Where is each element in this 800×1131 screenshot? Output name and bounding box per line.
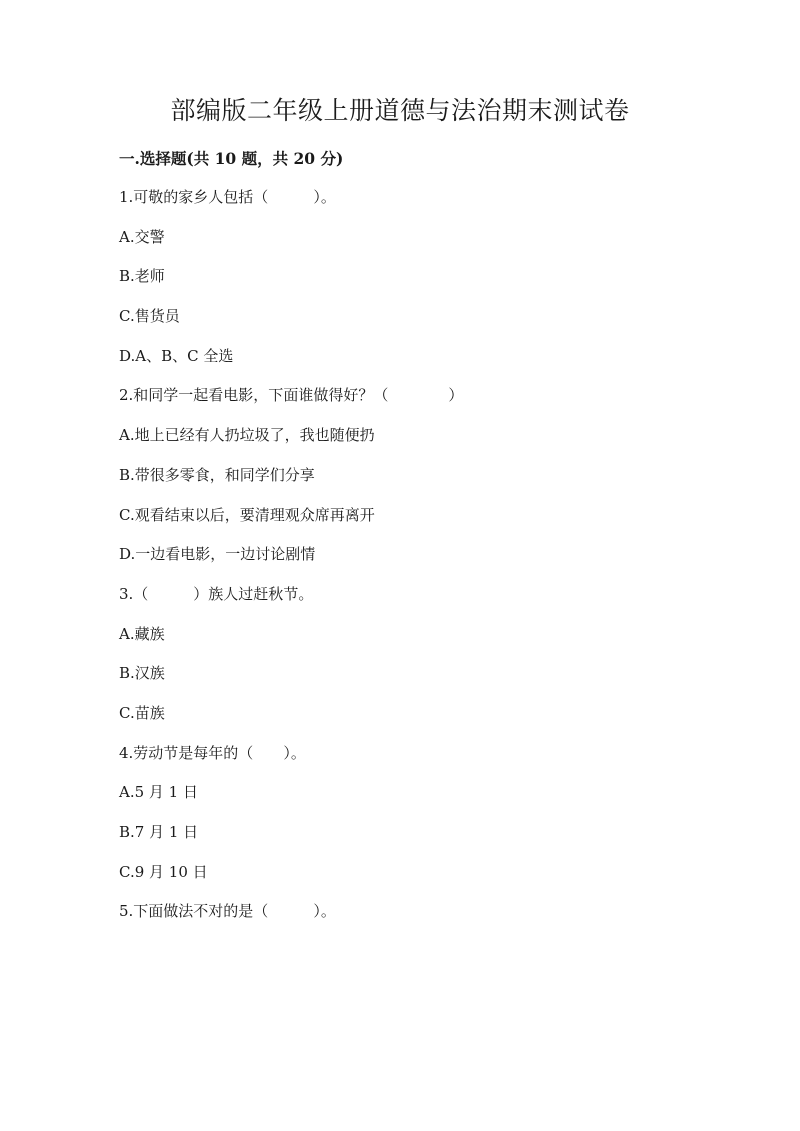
question-2-option-b: B.带很多零食，和同学们分享 <box>119 465 315 484</box>
question-4-option-a: A.5 月 1 日 <box>119 783 198 802</box>
page-title: 部编版二年级上册道德与法治期末测试卷 <box>170 96 630 125</box>
question-3-option-a: A.藏族 <box>119 624 165 643</box>
question-3-option-c: C.苗族 <box>119 703 165 722</box>
question-3-option-b: B.汉族 <box>119 664 165 683</box>
question-2-option-c: C.观看结束以后，要清理观众席再离开 <box>119 505 375 524</box>
section-heading: 一.选择题(共 10 题，共 20 分) <box>119 149 344 168</box>
question-2-stem: 2.和同学一起看电影，下面谁做得好？（ ） <box>119 386 464 405</box>
question-1-stem: 1.可敬的家乡人包括（ ）。 <box>119 188 336 206</box>
question-1-option-b: B.老师 <box>119 267 165 286</box>
question-2-option-d: D.一边看电影，一边讨论剧情 <box>119 545 316 564</box>
question-list <box>119 186 739 940</box>
question-2-option-a: A.地上已经有人扔垃圾了，我也随便扔 <box>119 426 375 445</box>
question-4-option-b: B.7 月 1 日 <box>119 823 199 841</box>
question-5-stem: 5.下面做法不对的是（ ）。 <box>119 902 336 921</box>
question-1-option-c: C.售货员 <box>119 307 180 326</box>
question-1-option-a: A.交警 <box>119 227 165 246</box>
question-3-stem: 3.（ ）族人过赶秋节。 <box>119 584 314 603</box>
question-1-option-d: D.A、B、C 全选 <box>119 346 234 365</box>
question-4-option-c: C.9 月 10 日 <box>119 862 208 881</box>
question-4-stem: 4.劳动节是每年的（ ）。 <box>119 743 306 762</box>
